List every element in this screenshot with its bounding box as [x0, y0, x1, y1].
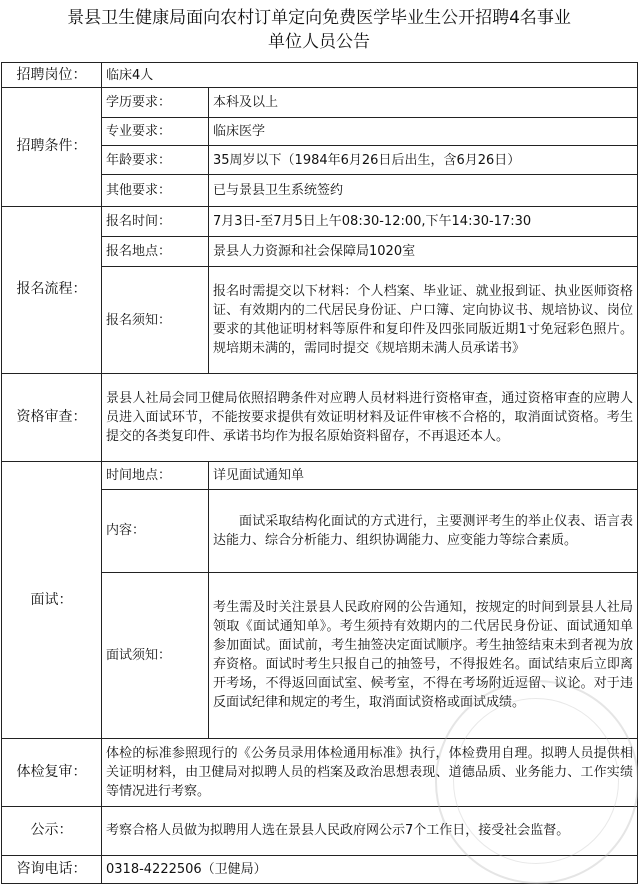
reg-notice-label: 报名须知： — [102, 267, 209, 374]
position-value: 临床4人 — [102, 63, 638, 88]
publicity-value: 考察合格人员做为拟聘用人选在景县人民政府网公示7个工作日，接受社会监督。 — [102, 807, 638, 856]
age-label: 年龄要求： — [102, 145, 209, 174]
notice-title — [0, 0, 638, 62]
int-timeplace-label: 时间地点： — [102, 462, 209, 489]
publicity-label: 公示： — [2, 807, 102, 856]
notice-table — [1, 62, 638, 884]
int-notice-label: 面试须知： — [102, 572, 209, 739]
int-notice-value: 考生需及时关注景县人民政府网的公告通知，按规定的时间到景县人社局领取《面试通知单》。考生须持有效期内的二代居民身份证、面试通知单参加面试。面试前，考生抽签决定面试顺序。考生抽签结束未到者视为放弃资格。面试时考生只报自己的抽签号，不得报姓名。面试结束后立即离开考场，不得返回面试室、候考室，不得在考场附近逗留、议论。对于违反面试纪律和规定的考生，取消面试资格或面试成绩。 — [209, 572, 638, 739]
education-value: 本科及以上 — [209, 88, 638, 117]
contact-label: 咨询电话： — [2, 855, 102, 883]
row-publicity — [2, 807, 638, 856]
registration-label: 报名流程： — [2, 206, 102, 374]
row-education — [2, 88, 638, 117]
int-content-value: 面试采取结构化面试的方式进行，主要测评考生的举止仪表、语言表达能力、综合分析能力、组织协调能力、应变能力等综合素质。 — [209, 489, 638, 572]
notice-title-line-2: 单位人员公告 — [268, 32, 370, 52]
reg-notice-value: 报名时需提交以下材料：个人档案、毕业证、就业报到证、执业医师资格证、有效期内的二代居民身份证、户口簿、定向协议书、规培协议、岗位要求的其他证明材料等原件和复印件及四张同版近期1寸免冠彩色照片。规培期未满的，需同时提交《规培期未满人员承诺书》 — [209, 267, 638, 374]
conditions-label: 招聘条件： — [2, 88, 102, 206]
row-reg-time — [2, 206, 638, 236]
contact-value: 0318-4222506（卫健局） — [102, 855, 638, 883]
int-content-label: 内容： — [102, 489, 209, 572]
age-value: 35周岁以下（1984年6月26日后出生，含6月26日） — [209, 145, 638, 174]
review-value: 景县人社局会同卫健局依照招聘条件对应聘人员材料进行资格审查，通过资格审查的应聘人员进入面试环节，不能按要求提供有效证明材料及证件审核不合格的，取消面试资格。考生提交的各类复印件、承诺书均作为报名原始资料留存，不再退还本人。 — [102, 374, 638, 462]
major-label: 专业要求： — [102, 117, 209, 145]
other-label: 其他要求： — [102, 175, 209, 206]
exam-label: 体检复审： — [2, 739, 102, 807]
position-label: 招聘岗位： — [2, 63, 102, 88]
row-position — [2, 63, 638, 88]
notice-title-line-1: 景县卫生健康局面向农村订单定向免费医学毕业生公开招聘4名事业 — [67, 8, 571, 28]
interview-label: 面试： — [2, 462, 102, 739]
reg-time-value: 7月3日-至7月5日上午08:30-12:00,下午14:30-17:30 — [209, 206, 638, 236]
row-contact — [2, 855, 638, 883]
int-timeplace-value: 详见面试通知单 — [209, 462, 638, 489]
reg-place-label: 报名地点： — [102, 236, 209, 266]
other-value: 已与景县卫生系统签约 — [209, 175, 638, 206]
reg-place-value: 景县人力资源和社会保障局1020室 — [209, 236, 638, 266]
review-label: 资格审查： — [2, 374, 102, 462]
education-label: 学历要求： — [102, 88, 209, 117]
exam-value: 体检的标准参照现行的《公务员录用体检通用标准》执行，体检费用自理。拟聘人员提供相关证明材料，由卫健局对拟聘人员的档案及政治思想表现、道德品质、业务能力、工作实绩等情况进行考察。 — [102, 739, 638, 807]
major-value: 临床医学 — [209, 117, 638, 145]
row-exam — [2, 739, 638, 807]
row-review — [2, 374, 638, 462]
reg-time-label: 报名时间： — [102, 206, 209, 236]
row-int-timeplace — [2, 462, 638, 489]
